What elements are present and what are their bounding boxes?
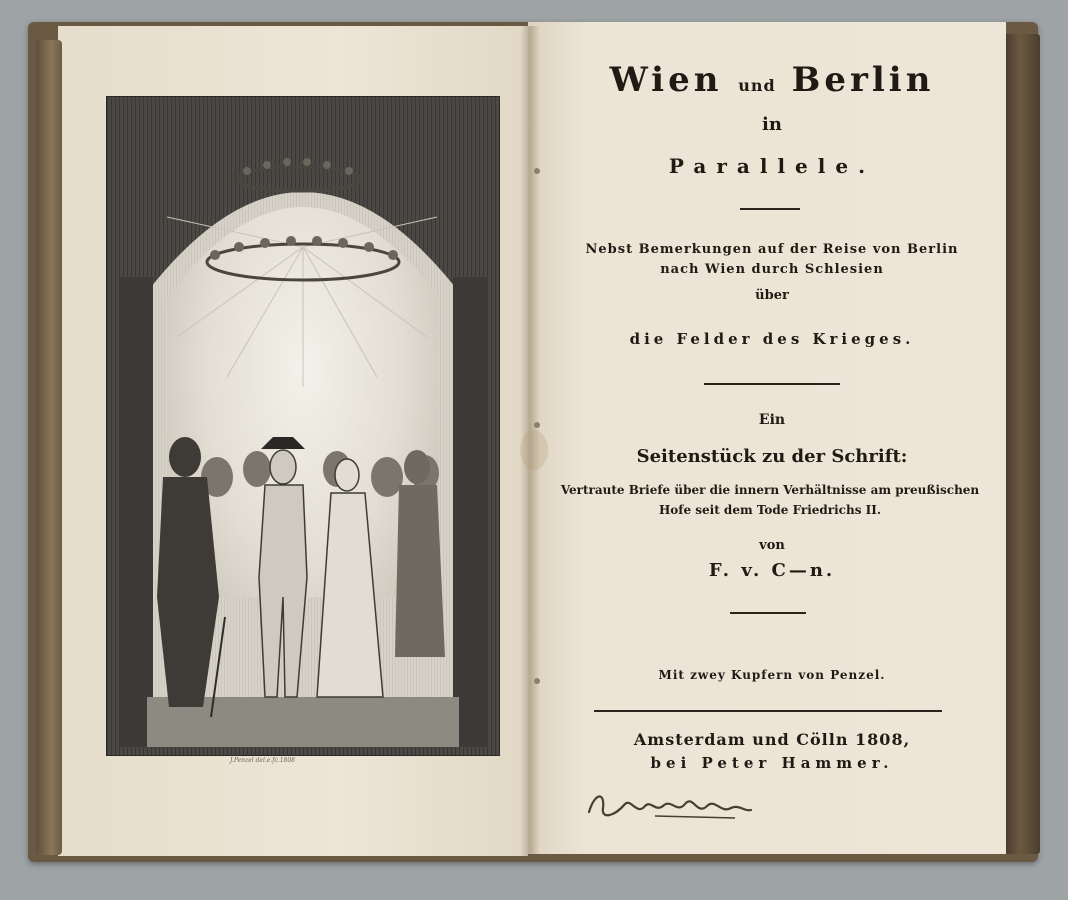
author-name: F. v. C—n. bbox=[708, 560, 836, 581]
title-parallele: Parallele. bbox=[668, 154, 876, 178]
subtitle-line-1: Nebst Bemerkungen auf der Reise von Berlin bbox=[585, 242, 959, 257]
engraver-credit: J.Penzel del.e.fc.1808 bbox=[230, 757, 296, 764]
frontispiece-engraving bbox=[106, 96, 500, 756]
subtitle-line-2: nach Wien durch Schlesien bbox=[660, 262, 884, 277]
subtitle-block bbox=[540, 240, 1004, 280]
spine-edge bbox=[36, 40, 62, 855]
subtitle-ueber: über bbox=[755, 288, 789, 303]
kupfern-note: Mit zwey Kupfern von Penzel. bbox=[658, 668, 886, 682]
title-und: und bbox=[738, 76, 776, 95]
text-ein: Ein bbox=[758, 412, 786, 428]
title-line-1 bbox=[540, 60, 1004, 100]
vertraute-briefe-block bbox=[560, 480, 980, 520]
vertraute-line-2: Hofe seit dem Tode Friedrichs II. bbox=[658, 503, 882, 517]
title-in: in bbox=[762, 114, 782, 135]
subtitle-felder: die Felder des Krieges. bbox=[629, 330, 915, 348]
back-cover-edge bbox=[1000, 34, 1040, 854]
divider-rule bbox=[594, 710, 942, 712]
divider-rule bbox=[704, 383, 840, 385]
title-berlin: Berlin bbox=[791, 60, 935, 100]
title-wien: Wien bbox=[609, 60, 723, 100]
imprint-line-1: Amsterdam und Cölln 1808, bbox=[633, 730, 911, 749]
handwritten-signature bbox=[585, 786, 755, 826]
text-von: von bbox=[759, 538, 785, 553]
text-seitenstueck: Seitenstück zu der Schrift: bbox=[636, 446, 908, 467]
imprint-line-2: bei Peter Hammer. bbox=[650, 754, 894, 772]
divider-rule bbox=[740, 208, 800, 210]
vertraute-line-1: Vertraute Briefe über die innern Verhältnisse am preußischen bbox=[560, 483, 980, 497]
divider-rule bbox=[730, 612, 806, 614]
